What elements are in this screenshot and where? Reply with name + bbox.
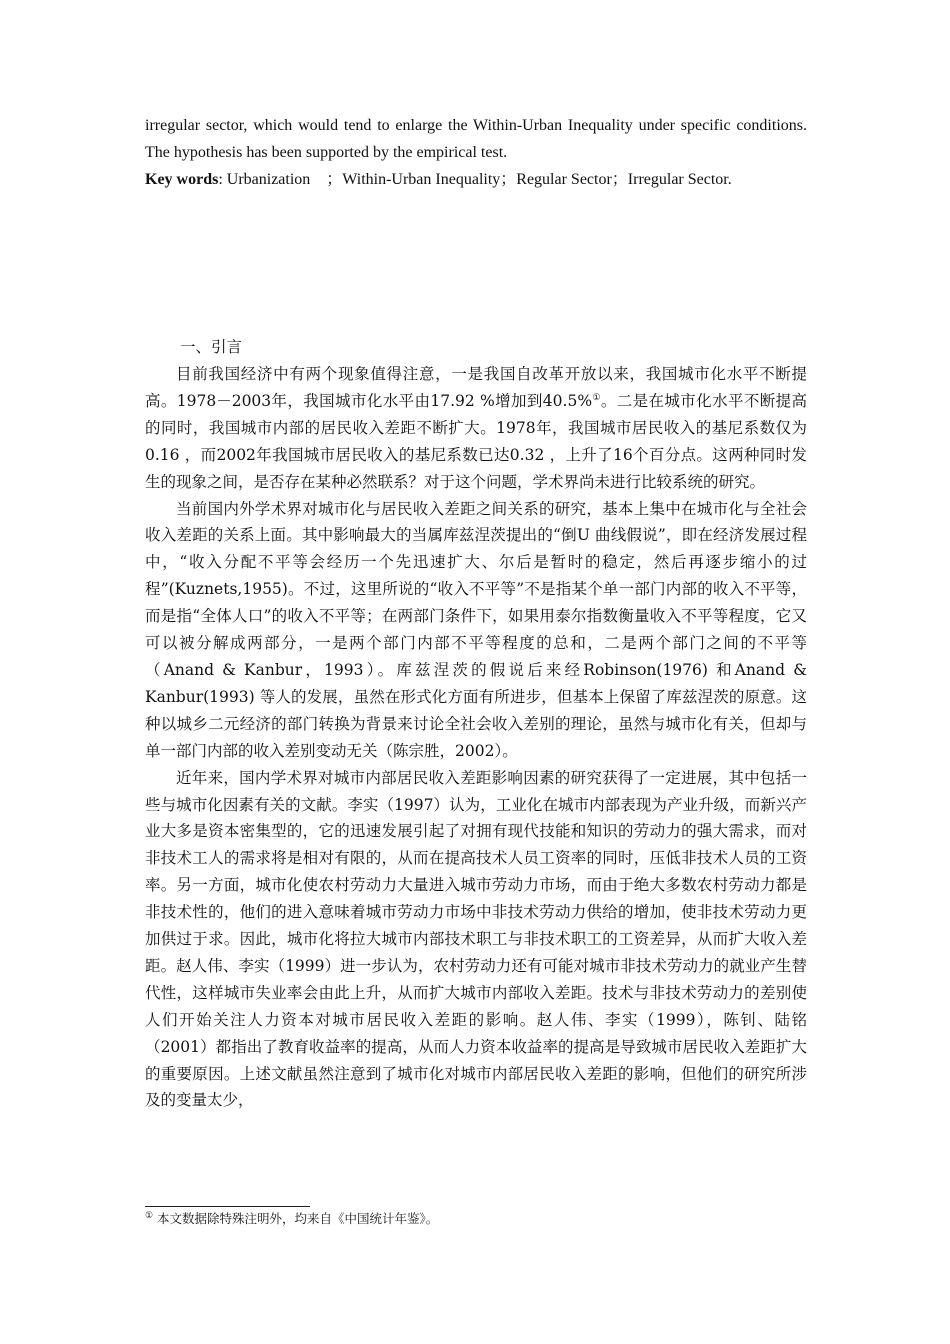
body-text: [145, 361, 807, 1114]
footnote-marker: ①: [145, 1210, 154, 1221]
paragraph-3: 近年来，国内学术界对城市内部居民收入差距影响因素的研究获得了一定进展，其中包括一些与城市化因素有关的文献。李实（1997）认为，工业化在城市内部表现为产业升级，而新兴产业大多是资本密集型的，它的迅速发展引起了对拥有现代技能和知识的劳动力的强大需求，而对非技术工人的需求将是相对有限的，从而在提高技术人员工资率的同时，压低非技术人员的工资率。另一方面，城市化使农村劳动力大量进入城市劳动力市场，而由于绝大多数农村劳动力都是非技术性的，他们的进入意味着城市劳动力市场中非技术劳动力供给的增加，使非技术劳动力更加供过于求。因此，城市化将拉大城市内部技术职工与非技术职工的工资差异，从而扩大收入差距。赵人伟、李实（1999）进一步认为，农村劳动力还有可能对城市非技术劳动力的就业产生替代性，这样城市失业率会由此上升，从而扩大城市内部收入差距。技术与非技术劳动力的差别使人们开始关注人力资本对城市居民收入差距的影响。赵人伟、李实（1999），陈钊、陆铭（2001）都指出了教育收益率的提高，从而人力资本收益率的提高是导致城市居民收入差距扩大的重要原因。上述文献虽然注意到了城市化对城市内部居民收入差距的影响，但他们的研究所涉及的变量太少，: [145, 768, 807, 1110]
footnote-ref: ①: [592, 392, 601, 403]
keywords-line: [145, 166, 807, 193]
footnote-divider: [145, 1206, 310, 1207]
footnote-text: 本文数据除特殊注明外，均来自《中国统计年鉴》。: [153, 1211, 439, 1226]
keywords-text: : Urbanization ；Within-Urban Inequality；Regular Sector；Irregular Sector.: [218, 171, 732, 188]
paragraph-1-part-a: 目前我国经济中有两个现象值得注意，一是我国自改革开放以来，我国城市化水平不断提高。1978－2003年，我国城市化水平由17.92 %增加到40.5%: [145, 365, 807, 410]
abstract-block: [145, 112, 807, 193]
paragraph-2: 当前国内外学术界对城市化与居民收入差距之间关系的研究，基本上集中在城市化与全社会收入差距的关系上面。其中影响最大的当属库兹涅茨提出的“倒U 曲线假说”，即在经济发展过程中，“收入分配不平等会经历一个先迅速扩大、尔后是暂时的稳定，然后再逐步缩小的过程”(Kuznets,1955)。不过，这里所说的“收入不平等”不是指某个单一部门内部的收入不平等，而是指“全体人口”的收入不平等；在两部门条件下，如果用泰尔指数衡量收入不平等程度，它又可以被分解成两部分，一是两个部门内部不平等程度的总和，二是两个部门之间的不平等（Anand & Kanbur，1993）。库兹涅茨的假说后来经Robinson(1976) 和Anand & Kanbur(1993) 等人的发展，虽然在形式化方面有所进步，但基本上保留了库兹涅茨的原意。这种以城乡二元经济的部门转换为背景来讨论全社会收入差别的理论，虽然与城市化有关，但却与单一部门内部的收入差别变动无关（陈宗胜，2002）。: [145, 499, 807, 760]
section-heading: 一、引言: [180, 338, 243, 356]
footnote: [145, 1210, 438, 1228]
abstract-text: irregular sector, which would tend to enlarge the Within-Urban Inequality under specific conditions. The hypothesis has been supported by the empirical test.: [145, 117, 807, 161]
paragraph-1: [145, 361, 807, 496]
paragraph-1-part-b: 。二是在城市化水平不断提高的同时，我国城市内部的居民收入差距不断扩大。1978年，我国城市居民收入的基尼系数仅为0.16 ，而2002年我国城市居民收入的基尼系数已达0.32 ，上升了16个百分点。这两种同时发生的现象之间，是否存在某种必然联系？对于这个问题，学术界尚未进行比较系统的研究。: [145, 391, 807, 491]
keywords-label: Key words: [145, 171, 219, 188]
